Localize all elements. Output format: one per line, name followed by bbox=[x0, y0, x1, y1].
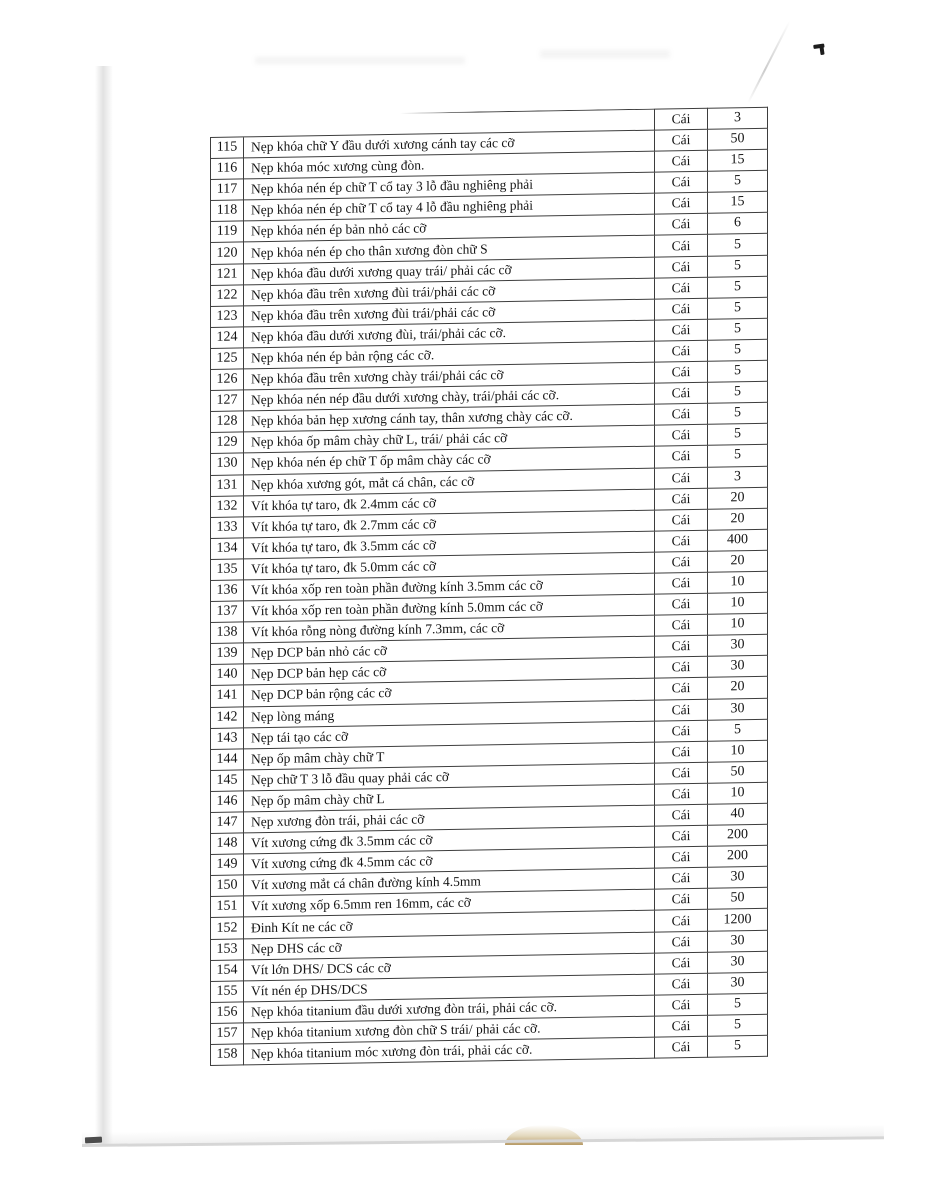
item-description-cell: Nẹp khóa nén ép chữ T ốp mâm chày các cỡ bbox=[244, 447, 655, 475]
item-description-cell: Nẹp khóa bản hẹp xương cánh tay, thân xương chày các cỡ. bbox=[244, 405, 655, 433]
row-number-cell: 121 bbox=[210, 264, 244, 286]
unit-cell: Cái bbox=[655, 1037, 708, 1059]
unit-cell: Cái bbox=[655, 552, 708, 574]
quantity-cell: 20 bbox=[708, 677, 768, 699]
scan-corner-mark bbox=[813, 43, 829, 58]
quantity-cell: 5 bbox=[708, 719, 768, 741]
row-number-cell: 126 bbox=[210, 369, 244, 391]
unit-cell: Cái bbox=[655, 847, 708, 869]
unit-cell: Cái bbox=[655, 425, 708, 447]
item-description-cell: Nẹp khóa titanium xương đòn chữ S trái/ phải các cỡ. bbox=[244, 1017, 655, 1045]
scan-bleed-smudge bbox=[540, 50, 670, 58]
quantity-cell: 10 bbox=[708, 593, 768, 615]
row-number-cell: 128 bbox=[210, 412, 244, 434]
quantity-cell: 10 bbox=[708, 572, 768, 594]
quantity-cell: 30 bbox=[708, 698, 768, 720]
quantity-cell: 15 bbox=[708, 150, 768, 172]
item-description-cell: Nẹp khóa đầu trên xương chày trái/phải các cỡ bbox=[244, 363, 655, 391]
unit-cell: Cái bbox=[655, 594, 708, 616]
item-description-cell: Nẹp tái tạo các cỡ bbox=[244, 721, 655, 749]
item-description-cell: Nẹp khóa đầu trên xương đùi trái/phải các cỡ bbox=[244, 299, 655, 327]
quantity-cell: 50 bbox=[708, 762, 768, 784]
row-number-cell: 149 bbox=[210, 855, 244, 877]
item-description-cell: Nẹp khóa chữ Y đầu dưới xương cánh tay các cỡ bbox=[244, 131, 655, 159]
row-number-cell: 157 bbox=[210, 1023, 244, 1045]
row-number-cell: 138 bbox=[210, 623, 244, 645]
row-number-cell: 158 bbox=[210, 1044, 244, 1066]
scan-edge-mark bbox=[85, 1137, 102, 1144]
unit-cell: Cái bbox=[655, 678, 708, 700]
unit-cell: Cái bbox=[655, 488, 708, 510]
item-description-cell: Nẹp khóa đầu trên xương đùi trái/phải các cỡ bbox=[244, 278, 655, 306]
unit-cell: Cái bbox=[655, 910, 708, 932]
item-description-cell: Vít xương mắt cá chân đường kính 4.5mm bbox=[244, 869, 655, 897]
item-description-cell: Nẹp DCP bản hẹp các cỡ bbox=[244, 658, 655, 686]
paper-left-shadow bbox=[95, 66, 113, 1144]
quantity-cell: 15 bbox=[708, 192, 768, 214]
quantity-cell: 30 bbox=[708, 635, 768, 657]
unit-cell: Cái bbox=[655, 446, 708, 468]
item-description-cell: Vít lớn DHS/ DCS các cỡ bbox=[244, 953, 655, 981]
item-description-cell: Nẹp khóa nén ép bản rộng các cỡ. bbox=[244, 342, 655, 370]
item-description-cell: Vít khóa tự taro, đk 5.0mm các cỡ bbox=[244, 552, 655, 580]
unit-cell: Cái bbox=[655, 868, 708, 890]
unit-cell: Cái bbox=[655, 277, 708, 299]
unit-cell: Cái bbox=[655, 404, 708, 426]
row-number-cell: 150 bbox=[210, 876, 244, 898]
unit-cell: Cái bbox=[655, 973, 708, 995]
quantity-cell: 40 bbox=[708, 804, 768, 826]
unit-cell: Cái bbox=[655, 699, 708, 721]
quantity-cell: 10 bbox=[708, 614, 768, 636]
quantity-cell: 5 bbox=[708, 445, 768, 467]
row-number-cell: 151 bbox=[210, 897, 244, 919]
item-description-cell: Nẹp khóa nén ép bản nhỏ các cỡ bbox=[244, 215, 655, 243]
item-description-cell: Nẹp khóa nén ép chữ T cổ tay 3 lỗ đầu nghiêng phải bbox=[244, 173, 655, 201]
quantity-cell: 5 bbox=[708, 234, 768, 256]
quantity-cell: 400 bbox=[708, 530, 768, 552]
row-number-cell: 134 bbox=[210, 538, 244, 560]
row-number-cell: 153 bbox=[210, 939, 244, 961]
row-number-cell: 147 bbox=[210, 812, 244, 834]
unit-cell: Cái bbox=[655, 214, 708, 236]
quantity-cell: 30 bbox=[708, 972, 768, 994]
row-number-cell: 117 bbox=[210, 180, 244, 202]
quantity-cell: 5 bbox=[708, 340, 768, 362]
row-number-cell: 125 bbox=[210, 348, 244, 370]
item-description-cell: Vít khóa tự taro, đk 2.7mm các cỡ bbox=[244, 510, 655, 538]
row-number-cell: 131 bbox=[210, 475, 244, 497]
row-number-cell: 133 bbox=[210, 517, 244, 539]
row-number-cell bbox=[210, 115, 244, 138]
scan-bleed-smudge bbox=[255, 57, 465, 64]
row-number-cell: 135 bbox=[210, 559, 244, 581]
unit-cell: Cái bbox=[655, 130, 708, 152]
item-description-cell: Nẹp ốp mâm chày chữ T bbox=[244, 742, 655, 770]
row-number-cell: 132 bbox=[210, 496, 244, 518]
row-number-cell: 144 bbox=[210, 749, 244, 771]
quantity-cell: 200 bbox=[708, 846, 768, 868]
row-number-cell: 146 bbox=[210, 791, 244, 813]
row-number-cell: 115 bbox=[210, 137, 244, 159]
item-description-cell: Vít khóa xốp ren toàn phần đường kính 5.0mm các cỡ bbox=[244, 595, 655, 623]
item-description-cell: Nẹp khóa móc xương cùng đòn. bbox=[244, 152, 655, 180]
item-description-cell: Nẹp khóa ốp mâm chày chữ L, trái/ phải các cỡ bbox=[244, 426, 655, 454]
quantity-cell: 30 bbox=[708, 867, 768, 889]
item-description-cell: Nẹp khóa đầu dưới xương đùi, trái/phải các cỡ. bbox=[244, 320, 655, 348]
quantity-cell: 1200 bbox=[708, 909, 768, 931]
quantity-cell: 30 bbox=[708, 951, 768, 973]
item-description-cell: Nẹp khóa nén nép đầu dưới xương chày, trái/phải các cỡ. bbox=[244, 384, 655, 412]
quantity-cell: 3 bbox=[708, 107, 768, 130]
item-description-cell: Nẹp DHS các cỡ bbox=[244, 932, 655, 960]
item-description-cell: Đinh Kít ne các cỡ bbox=[244, 911, 655, 939]
item-description-cell: Nẹp khóa xương gót, mắt cá chân, các cỡ bbox=[244, 468, 655, 496]
unit-cell: Cái bbox=[655, 615, 708, 637]
row-number-cell: 129 bbox=[210, 433, 244, 455]
quantity-cell: 5 bbox=[708, 319, 768, 341]
row-number-cell: 141 bbox=[210, 686, 244, 708]
quantity-cell: 5 bbox=[708, 994, 768, 1016]
unit-cell: Cái bbox=[655, 826, 708, 848]
partial-top-border bbox=[400, 109, 654, 114]
row-number-cell: 145 bbox=[210, 770, 244, 792]
unit-cell: Cái bbox=[655, 636, 708, 658]
row-number-cell: 136 bbox=[210, 580, 244, 602]
unit-cell: Cái bbox=[655, 1016, 708, 1038]
row-number-cell: 140 bbox=[210, 665, 244, 687]
quantity-cell: 50 bbox=[708, 888, 768, 910]
unit-cell: Cái bbox=[655, 383, 708, 405]
quantity-cell: 3 bbox=[708, 466, 768, 488]
item-description-cell: Vít xương xốp 6.5mm ren 16mm, các cỡ bbox=[244, 890, 655, 918]
unit-cell: Cái bbox=[655, 256, 708, 278]
quantity-cell: 20 bbox=[708, 487, 768, 509]
quantity-cell: 5 bbox=[708, 297, 768, 319]
unit-cell: Cái bbox=[655, 657, 708, 679]
item-description-cell: Vít khóa tự taro, đk 2.4mm các cỡ bbox=[244, 489, 655, 517]
item-description-cell: Nẹp lòng máng bbox=[244, 700, 655, 728]
item-description-cell: Nẹp ốp mâm chày chữ L bbox=[244, 785, 655, 813]
quantity-cell: 6 bbox=[708, 213, 768, 235]
unit-cell: Cái bbox=[655, 320, 708, 342]
item-description-cell: Nẹp DCP bản nhỏ các cỡ bbox=[244, 637, 655, 665]
row-number-cell: 137 bbox=[210, 601, 244, 623]
item-description-cell: Nẹp khóa nén ép cho thân xương đòn chữ S bbox=[244, 236, 655, 264]
unit-cell: Cái bbox=[655, 995, 708, 1017]
row-number-cell: 154 bbox=[210, 960, 244, 982]
item-description-cell: Vít nén ép DHS/DCS bbox=[244, 974, 655, 1002]
unit-cell: Cái bbox=[655, 151, 708, 173]
item-description-cell: Nẹp khóa đầu dưới xương quay trái/ phải các cỡ bbox=[244, 257, 655, 285]
row-number-cell: 155 bbox=[210, 981, 244, 1003]
quantity-cell: 5 bbox=[708, 1015, 768, 1037]
unit-cell: Cái bbox=[655, 931, 708, 953]
quantity-cell: 30 bbox=[708, 656, 768, 678]
row-number-cell: 143 bbox=[210, 728, 244, 750]
unit-cell: Cái bbox=[655, 193, 708, 215]
quantity-cell: 10 bbox=[708, 783, 768, 805]
unit-cell: Cái bbox=[655, 741, 708, 763]
scan-corner-mark-bar bbox=[820, 47, 825, 55]
unit-cell: Cái bbox=[655, 235, 708, 257]
unit-cell: Cái bbox=[655, 341, 708, 363]
quantity-cell: 50 bbox=[708, 129, 768, 151]
quantity-cell: 30 bbox=[708, 930, 768, 952]
row-number-cell: 156 bbox=[210, 1002, 244, 1024]
row-number-cell: 142 bbox=[210, 707, 244, 729]
unit-cell: Cái bbox=[655, 509, 708, 531]
unit-cell: Cái bbox=[655, 763, 708, 785]
item-description-cell: Vít xương cứng đk 4.5mm các cỡ bbox=[244, 848, 655, 876]
item-description-cell: Nẹp xương đòn trái, phải các cỡ bbox=[244, 806, 655, 834]
unit-cell: Cái bbox=[655, 889, 708, 911]
quantity-cell: 5 bbox=[708, 424, 768, 446]
row-number-cell: 120 bbox=[210, 243, 244, 265]
unit-cell: Cái bbox=[655, 573, 708, 595]
quantity-cell: 20 bbox=[708, 551, 768, 573]
item-description-cell: Vít khóa rỗng nòng đường kính 7.3mm, các cỡ bbox=[244, 616, 655, 644]
row-number-cell: 116 bbox=[210, 159, 244, 181]
page-corner-crease bbox=[747, 21, 791, 104]
item-description-cell: Vít xương cứng đk 3.5mm các cỡ bbox=[244, 827, 655, 855]
row-number-cell: 130 bbox=[210, 454, 244, 476]
row-number-cell: 119 bbox=[210, 222, 244, 244]
row-number-cell: 122 bbox=[210, 285, 244, 307]
row-number-cell: 118 bbox=[210, 201, 244, 223]
row-number-cell: 152 bbox=[210, 918, 244, 940]
row-number-cell: 124 bbox=[210, 327, 244, 349]
quantity-cell: 10 bbox=[708, 740, 768, 762]
quantity-cell: 5 bbox=[708, 276, 768, 298]
quantity-cell: 5 bbox=[708, 1036, 768, 1058]
unit-cell: Cái bbox=[655, 108, 708, 131]
unit-cell: Cái bbox=[655, 784, 708, 806]
quantity-cell: 5 bbox=[708, 403, 768, 425]
unit-cell: Cái bbox=[655, 805, 708, 827]
unit-cell: Cái bbox=[655, 298, 708, 320]
item-description-cell: Vít khóa tự taro, đk 3.5mm các cỡ bbox=[244, 531, 655, 559]
unit-cell: Cái bbox=[655, 531, 708, 553]
item-description-cell: Nẹp khóa titanium móc xương đòn trái, phải các cỡ. bbox=[244, 1038, 655, 1066]
item-description-cell: Nẹp khóa titanium đầu dưới xương đòn trái, phải các cỡ. bbox=[244, 995, 655, 1023]
row-number-cell: 123 bbox=[210, 306, 244, 328]
row-number-cell: 148 bbox=[210, 834, 244, 856]
quantity-cell: 200 bbox=[708, 825, 768, 847]
item-description-cell: Nẹp DCP bản rộng các cỡ bbox=[244, 679, 655, 707]
item-description-cell: Nẹp khóa nén ép chữ T cổ tay 4 lỗ đầu nghiêng phải bbox=[244, 194, 655, 222]
unit-cell: Cái bbox=[655, 172, 708, 194]
quantity-cell: 5 bbox=[708, 361, 768, 383]
unit-cell: Cái bbox=[655, 362, 708, 384]
row-number-cell: 127 bbox=[210, 391, 244, 413]
quantity-cell: 20 bbox=[708, 508, 768, 530]
unit-cell: Cái bbox=[655, 467, 708, 489]
item-description-cell: Vít khóa xốp ren toàn phần đường kính 3.5mm các cỡ bbox=[244, 574, 655, 602]
unit-cell: Cái bbox=[655, 720, 708, 742]
item-description-cell: Nẹp chữ T 3 lỗ đầu quay phải các cỡ bbox=[244, 763, 655, 791]
quantity-cell: 5 bbox=[708, 382, 768, 404]
unit-cell: Cái bbox=[655, 952, 708, 974]
quantity-cell: 5 bbox=[708, 171, 768, 193]
items-table bbox=[210, 107, 768, 1066]
quantity-cell: 5 bbox=[708, 255, 768, 277]
row-number-cell: 139 bbox=[210, 644, 244, 666]
